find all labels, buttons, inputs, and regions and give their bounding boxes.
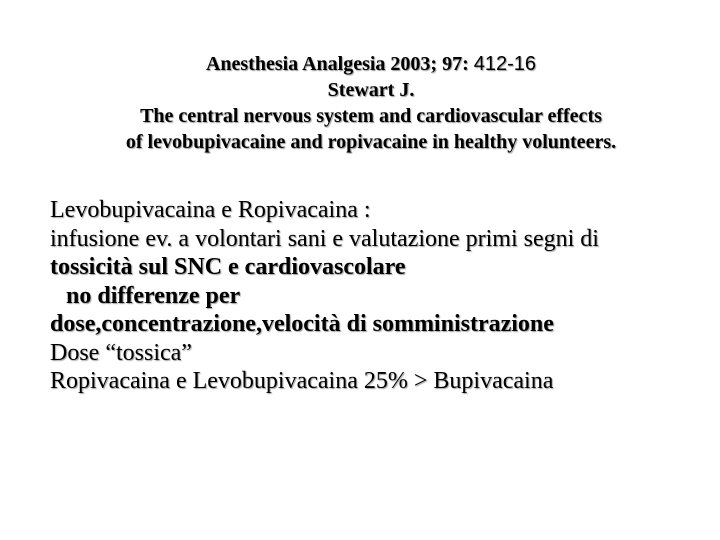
reference-block: [0, 51, 720, 155]
citation-pages: 412-16: [473, 53, 537, 75]
body-line-drugs: Levobupivacaina e Ropivacaina :: [50, 197, 371, 223]
article-title-line-1: The central nervous system and cardiovascular effects: [140, 105, 602, 127]
article-title-line-2: of levobupivacaine and ropivacaine in healthy volunteers.: [125, 131, 617, 153]
body-line-no-difference: no differenze per: [66, 282, 241, 309]
body-line-toxicity: tossicità sul SNC e cardiovascolare: [50, 254, 406, 280]
body-line-toxic-dose: Dose “tossica”: [50, 339, 192, 366]
journal-citation: Anesthesia Analgesia 2003; 97:: [205, 53, 469, 75]
body-text: [50, 196, 715, 396]
citation-line: [0, 51, 720, 77]
body-line-infusion: infusione ev. a volontari sani e valutazione primi segni di: [50, 225, 599, 252]
body-line-comparison: Ropivacaina e Levobupivacaina 25% > Bupivacaina: [50, 368, 554, 394]
author: Stewart J.: [327, 79, 415, 101]
body-line-dose-parameters: dose,concentrazione,velocità di somministrazione: [50, 311, 554, 337]
